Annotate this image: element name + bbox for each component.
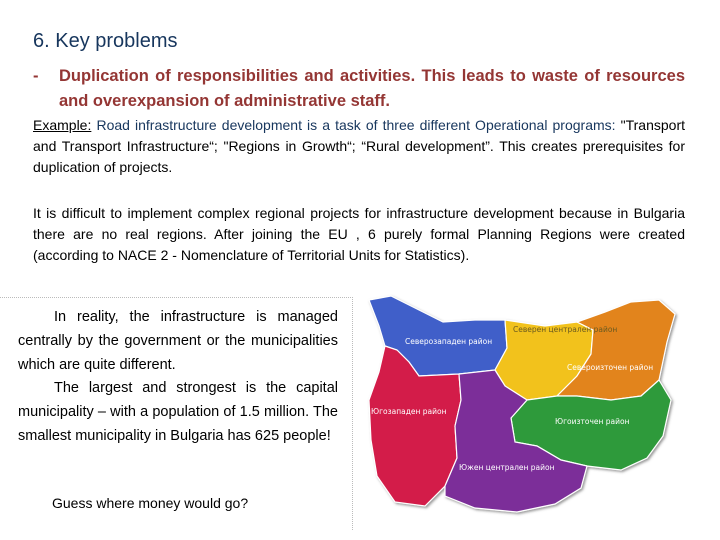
bullet-text: Duplication of responsibilities and activities. This leads to waste of resources and overexpansion of administrative staff. — [59, 67, 685, 110]
label-northwest: Северозападен район — [405, 337, 493, 346]
side-paragraph-1: In reality, the infrastructure is managed centrally by the government or the municipalities which are quite different. — [18, 309, 338, 373]
bullet-dash: - — [33, 67, 39, 85]
question-text: Guess where money would go? — [52, 495, 249, 511]
slide-title: 6. Key problems — [33, 30, 178, 52]
label-north-central: Северен централен район — [513, 325, 618, 334]
label-southeast: Югоизточен район — [555, 417, 630, 426]
side-text — [18, 306, 338, 449]
example-label: Example: — [33, 117, 92, 133]
label-south-central: Южен централен район — [459, 463, 555, 472]
label-northeast: Североизточен район — [567, 363, 654, 372]
bullet-point — [33, 64, 685, 114]
side-paragraph-2: The largest and strongest is the capital municipality – with a population of 1.5 million. The smallest municipality in Bulgaria has 625 people! — [18, 380, 338, 444]
example-highlight: Road infrastructure development is a task of three different Operational programs: — [96, 117, 616, 133]
bulgaria-regions-map — [355, 290, 685, 530]
label-southwest: Югозападен район — [371, 407, 447, 416]
example-rest: "Transport and Transport Infrastructure“; "Regions in Growth“; “Rural development”. This creates prerequisites for duplication of projects. — [33, 117, 686, 175]
regions-paragraph: It is difficult to implement complex regional projects for infrastructure development because in Bulgaria there are no real regions. After joining the EU , 6 purely formal Planning Regions were created (according to NACE 2 - Nomenclature of Territorial Units for Statistics). — [33, 205, 685, 263]
example-paragraph — [33, 115, 685, 178]
